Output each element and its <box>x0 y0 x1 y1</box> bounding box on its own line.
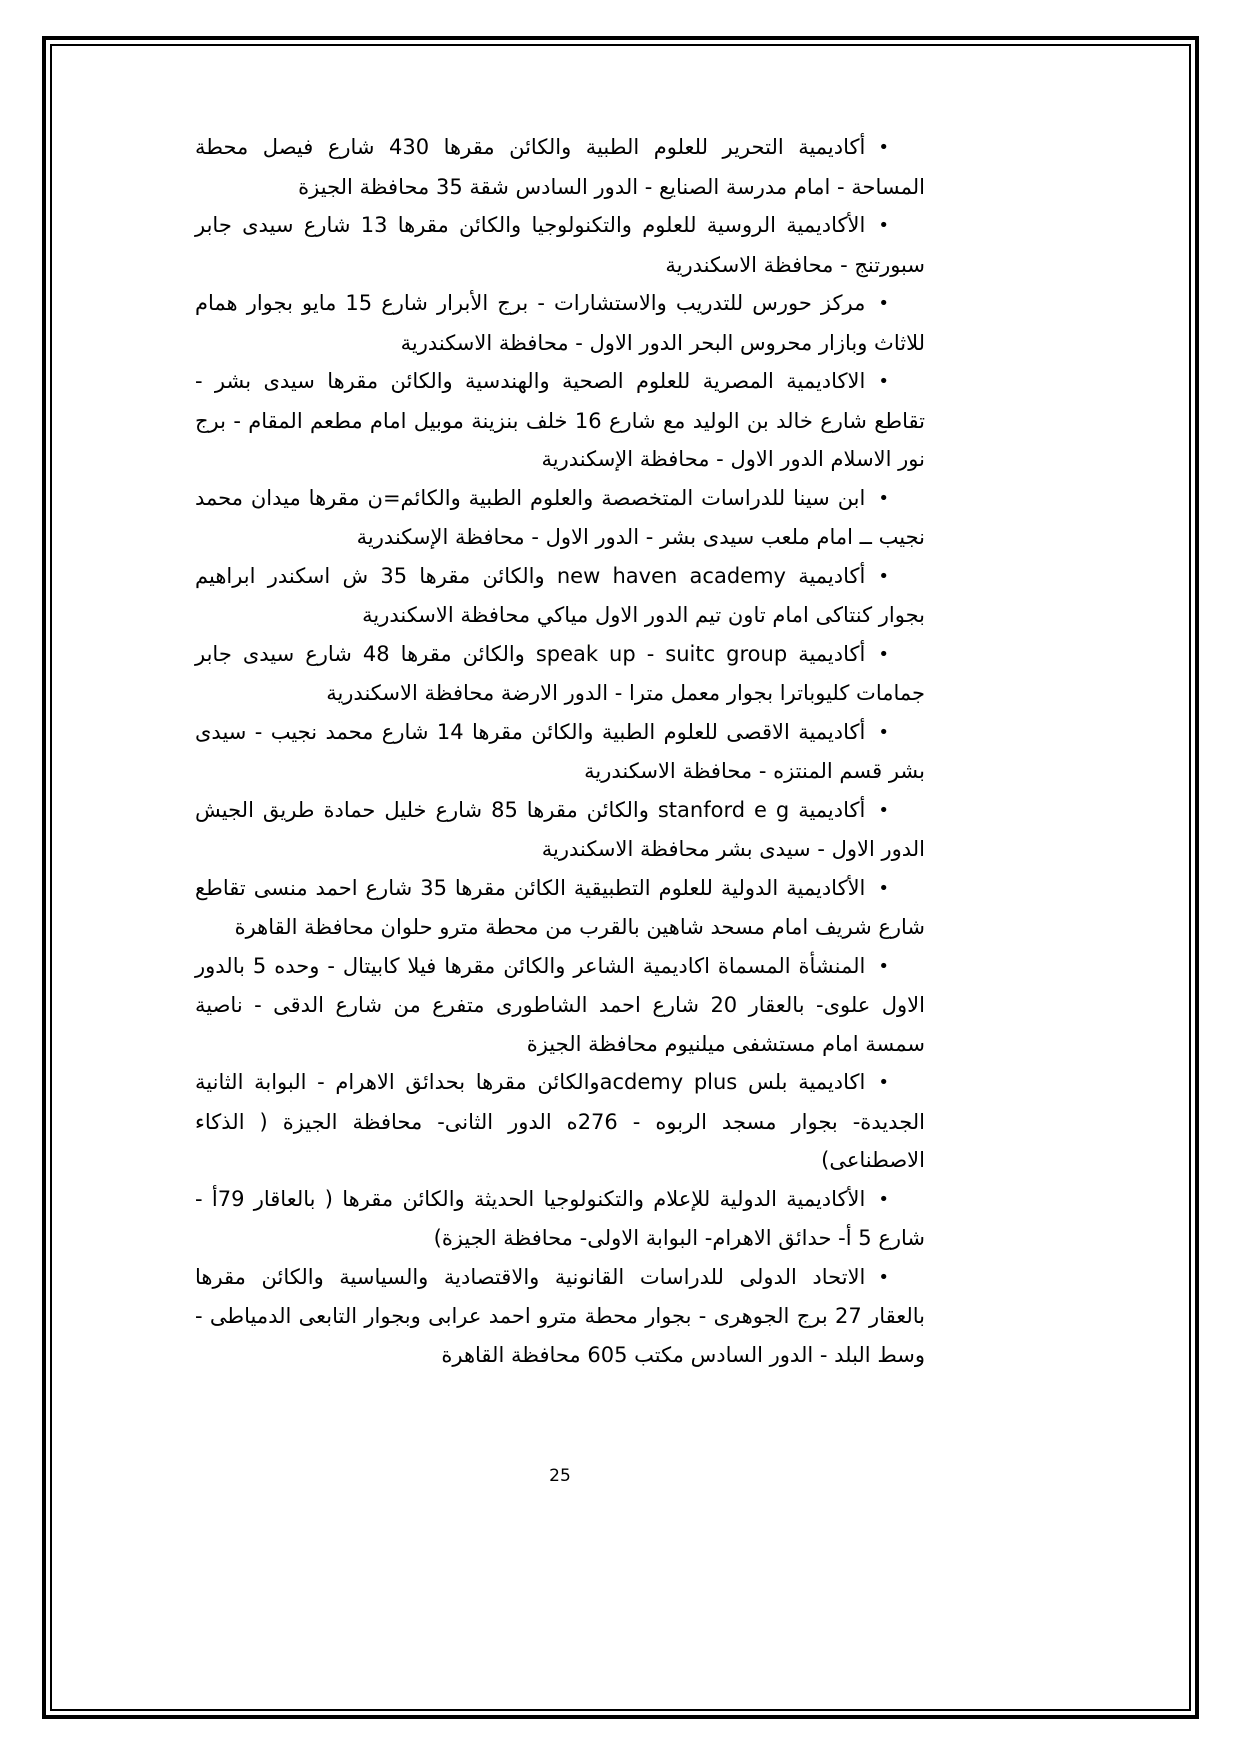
bullet-icon: • <box>878 643 889 665</box>
list-item <box>195 362 925 479</box>
list-item-text: أكاديمية التحرير للعلوم الطبية والكائن مقرها 430 شارع فيصل محطة المساحة - امام مدرسة الصنايع - الدور السادس شقة 35 محافظة الجيزة <box>195 135 925 199</box>
bullet-icon: • <box>878 215 889 236</box>
bullet-icon: • <box>878 137 889 158</box>
list-item <box>195 1063 925 1180</box>
list-item-text: الأكاديمية الروسية للعلوم والتكنولوجيا والكائن مقرها 13 شارع سيدى جابر سبورتنج - محافظة الاسكندرية <box>195 213 925 277</box>
list-item-text: أكاديمية new haven academy والكائن مقرها 35 ش اسكندر ابراهيم بجوار كنتاكى امام تاون تيم الدور الاول مياكي محافظة الاسكندرية <box>195 563 925 627</box>
list-item <box>195 128 925 206</box>
page-number: 25 <box>549 1466 571 1486</box>
list-item <box>195 635 925 713</box>
bullet-icon: • <box>878 955 890 977</box>
bullet-icon: • <box>878 1266 889 1288</box>
list-item-text: الأكاديمية الدولية للإعلام والتكنولوجيا الحديثة والكائن مقرها ( بالعاقار 79أ - شارع 5 أ- حدائق الاهرام- البوابة الاولى- محافظة الجيزة) <box>195 1186 925 1250</box>
list-item-text: الاكاديمية المصرية للعلوم الصحية والهندسية والكائن مقرها سيدى بشر - تقاطع شارع خالد بن الوليد مع شارع 16 خلف بنزينة موبيل امام مطعم المقام - برج نور الاسلام الدور الاول - محافظة الإسكندرية <box>195 369 925 471</box>
list-item-text: اكاديمية بلس acdemy plusوالكائن مقرها بحدائق الاهرام - البوابة الثانية الجديدة- بجوار مسجد الربوه - 276ه الدور الثانى- محافظة الجيزة ( الذكاء الاصطناعى) <box>195 1070 925 1172</box>
bullet-icon: • <box>878 877 890 899</box>
bullet-icon: • <box>878 1072 890 1093</box>
list-item-text: مركز حورس للتدريب والاستشارات - برج الأبرار شارع 15 مايو بجوار همام للاثاث وبازار محروس البحر الدور الاول - محافظة الاسكندرية <box>195 291 925 355</box>
list-item-text: الاتحاد الدولى للدراسات القانونية والاقتصادية والسياسية والكائن مقرها بالعقار 27 برج الجوهرى - بجوار محطة مترو احمد عرابى وبجوار التابعى الدمياطى - وسط البلد - الدور السادس مكتب 605 محافظة القاهرة <box>195 1264 925 1367</box>
bullet-icon: • <box>878 293 889 314</box>
list-item <box>195 713 925 791</box>
list-item <box>195 1180 925 1258</box>
bullet-icon: • <box>878 487 889 509</box>
list-item-text: أكاديمية stanford e g والكائن مقرها 85 شارع خليل حمادة طريق الجيش الدور الاول - سيدى بشر محافظة الاسكندرية <box>195 797 925 861</box>
list-item <box>195 791 925 869</box>
bullet-icon: • <box>878 721 889 743</box>
bullet-icon: • <box>878 371 889 392</box>
list-item <box>195 479 925 557</box>
list-item-text: أكاديمية الاقصى للعلوم الطبية والكائن مقرها 14 شارع محمد نجيب - سيدى بشر قسم المنتزه - محافظة الاسكندرية <box>195 719 925 783</box>
list-item-text: الأكاديمية الدولية للعلوم التطبيقية الكائن مقرها 35 شارع احمد منسى تقاطع شارع شريف امام مسحد شاهين بالقرب من محطة مترو حلوان محافظة القاهرة <box>195 875 925 939</box>
list-item <box>195 284 925 362</box>
list-item <box>195 1258 925 1375</box>
document-body <box>195 128 925 1374</box>
list-item <box>195 947 925 1064</box>
list-item <box>195 557 925 635</box>
list-item <box>195 206 925 284</box>
list-item-text: المنشأة المسماة اكاديمية الشاعر والكائن مقرها فيلا كابيتال - وحده 5 بالدور الاول علوى- بالعقار 20 شارع احمد الشاطورى متفرع من شارع الدقى - ناصية سمسة امام مستشفى ميلنيوم محافظة الجيزة <box>195 953 925 1056</box>
bullet-icon: • <box>878 799 889 821</box>
bullet-icon: • <box>878 565 889 587</box>
bullet-icon: • <box>878 1188 889 1210</box>
list-item-text: أكاديمية speak up - suitc group والكائن مقرها 48 شارع سيدى جابر جمامات كليوباترا بجوار معمل مترا - الدور الارضة محافظة الاسكندرية <box>195 641 925 705</box>
list-item-text: ابن سينا للدراسات المتخصصة والعلوم الطبية والكائم=ن مقرها ميدان محمد نجيب ــ امام ملعب سيدى بشر - الدور الاول - محافظة الإسكندرية <box>195 485 925 549</box>
list-item <box>195 869 925 947</box>
